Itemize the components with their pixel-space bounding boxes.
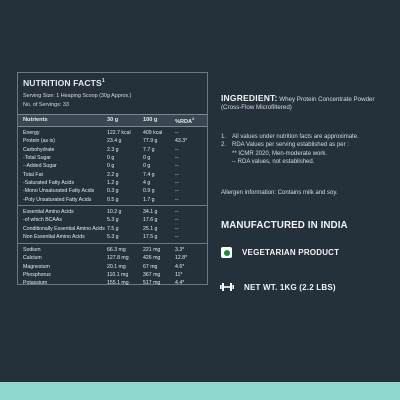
- veg-mark-icon: [221, 247, 232, 258]
- rda-percent: --: [175, 180, 179, 187]
- value-per-100g: 4 g: [143, 180, 151, 187]
- value-per-100g: 7.7 g: [143, 146, 155, 153]
- value-per-serving: 66.3 mg: [107, 247, 126, 253]
- value-per-100g: 1.7 g: [143, 196, 155, 203]
- value-per-100g: 0 g: [143, 163, 151, 170]
- nutrient-name: Potassium: [23, 280, 48, 287]
- value-per-100g: 34.1 g: [143, 209, 158, 215]
- rda-percent: 3.3*: [175, 247, 185, 253]
- value-per-serving: 0 g: [107, 155, 115, 162]
- header-rda: %RDA$^2$: [175, 116, 195, 125]
- allergen-info: Allergen information: Contains milk and soy.: [221, 190, 338, 196]
- value-per-100g: 17.6 g: [143, 217, 158, 224]
- serving-size: Serving Size: 1 Heaping Scoop (30g Approx.): [23, 93, 132, 99]
- nutrition-table-header: [18, 114, 207, 127]
- rda-percent: --: [175, 146, 179, 153]
- value-per-serving: 1.2 g: [107, 180, 119, 187]
- ingredient-statement: [221, 93, 391, 113]
- value-per-100g: 67 mg: [143, 263, 158, 270]
- footnote-2a: ** ICMR 2020, Men-moderate work.: [232, 150, 328, 157]
- nutrient-name: Magnesium: [23, 263, 50, 270]
- value-per-serving: 10.2 g: [107, 209, 122, 215]
- accent-band: [0, 382, 400, 400]
- nutrition-title: NUTRITION FACTS$^1$: [23, 78, 105, 88]
- value-per-serving: 127.8 mg: [107, 255, 129, 262]
- rda-percent: 11*: [175, 272, 183, 279]
- nutrient-name: Sodium: [23, 247, 41, 253]
- value-per-serving: 5.3 g: [107, 234, 119, 241]
- servings-count: No. of Servings: 33: [23, 102, 69, 108]
- value-per-100g: 221 mg: [143, 247, 161, 253]
- footnote-1: 1. All values under nutrition facts are approximate.: [221, 134, 359, 140]
- nutrient-name: Essential Amino Acids: [23, 209, 74, 215]
- rda-percent: --: [175, 188, 179, 195]
- footnote-2b: -- RDA values, not established.: [232, 159, 315, 166]
- value-per-serving: 155.1 mg: [107, 280, 129, 287]
- value-per-100g: 0 g: [143, 155, 151, 162]
- nutrient-name: -Mono Unsaturated Fatty Acids: [23, 188, 95, 195]
- rda-percent: --: [175, 155, 179, 162]
- rda-percent: --: [175, 130, 179, 136]
- value-per-serving: 7.5 g: [107, 225, 119, 232]
- value-per-serving: 122.7 kcal: [107, 130, 131, 136]
- table-divider: [18, 243, 207, 244]
- ingredient-text: Whey Protein Concentrate Powder (Cross-Flow Microfiltered): [221, 96, 375, 112]
- value-per-100g: 77.9 g: [143, 138, 158, 145]
- rda-percent: --: [175, 163, 179, 170]
- vegetarian-label: VEGETARIAN PRODUCT: [242, 248, 340, 257]
- nutrient-name: Total Fat: [23, 171, 43, 178]
- nutrient-name: -Saturated Fatty Acids: [23, 180, 75, 187]
- value-per-serving: 0 g: [107, 163, 115, 170]
- rda-percent: --: [175, 196, 179, 203]
- nutrient-name: -Poly Unsaturated Fatty Acids: [23, 196, 92, 203]
- nutrient-name: Calcium: [23, 255, 42, 262]
- dumbbell-icon: [220, 282, 234, 292]
- rda-percent: 12.8*: [175, 255, 188, 262]
- rda-percent: --: [175, 171, 179, 178]
- header-100g: 100 g: [143, 117, 158, 123]
- net-weight-label: NET WT. 1KG (2.2 LBS): [244, 282, 336, 292]
- nutrient-name: Energy: [23, 130, 40, 136]
- ingredient-label: INGREDIENT:: [221, 93, 278, 103]
- value-per-serving: 5.3 g: [107, 217, 119, 224]
- rda-percent: --: [175, 209, 179, 215]
- rda-percent: 4.4*: [175, 280, 185, 287]
- net-weight: [220, 282, 336, 292]
- value-per-100g: 517 mg: [143, 280, 161, 287]
- value-per-100g: 367 mg: [143, 272, 161, 279]
- nutrient-name: Non Essential Amino Acids: [23, 234, 85, 241]
- value-per-serving: 20.1 mg: [107, 263, 126, 270]
- rda-percent: --: [175, 217, 179, 224]
- nutrient-name: Conditionally Essential Amino Acids: [23, 225, 105, 232]
- value-per-serving: 2.3 g: [107, 146, 119, 153]
- nutrient-name: Phosphorus: [23, 272, 51, 279]
- nutrient-name: -of which BCAAs: [23, 217, 62, 224]
- value-per-serving: 110.1 mg: [107, 272, 129, 279]
- table-row: [18, 281, 207, 289]
- value-per-100g: 25.1 g: [143, 225, 158, 232]
- value-per-100g: 409 kcal: [143, 130, 163, 136]
- value-per-serving: 23.4 g: [107, 138, 122, 145]
- nutrient-name: -Total Sugar: [23, 155, 51, 162]
- value-per-100g: 426 mg: [143, 255, 161, 262]
- footnote-2: 2. RDA Values per serving established as per :: [221, 142, 349, 149]
- value-per-serving: 0.3 g: [107, 188, 119, 195]
- header-30g: 30 g: [107, 117, 119, 123]
- rda-percent: --: [175, 234, 179, 241]
- nutrient-name: Protein (as is): [23, 138, 55, 145]
- nutrition-facts-panel: [17, 72, 208, 285]
- footnotes: [221, 133, 396, 167]
- nutrient-name: --Added Sugar: [23, 163, 57, 170]
- vegetarian-badge: [221, 247, 339, 258]
- value-per-serving: 0.5 g: [107, 196, 119, 203]
- manufactured-in-india: MANUFACTURED IN INDIA: [221, 220, 348, 231]
- value-per-100g: 7.4 g: [143, 171, 155, 178]
- rda-percent: 43.3*: [175, 138, 188, 145]
- rda-percent: 4.6*: [175, 263, 185, 270]
- nutrient-name: Carbohydrate: [23, 146, 55, 153]
- header-nutrients: Nutrients: [23, 117, 48, 123]
- table-divider: [18, 205, 207, 206]
- value-per-100g: 0.9 g: [143, 188, 155, 195]
- value-per-100g: 17.5 g: [143, 234, 158, 241]
- value-per-serving: 2.2 g: [107, 171, 119, 178]
- rda-percent: --: [175, 225, 179, 232]
